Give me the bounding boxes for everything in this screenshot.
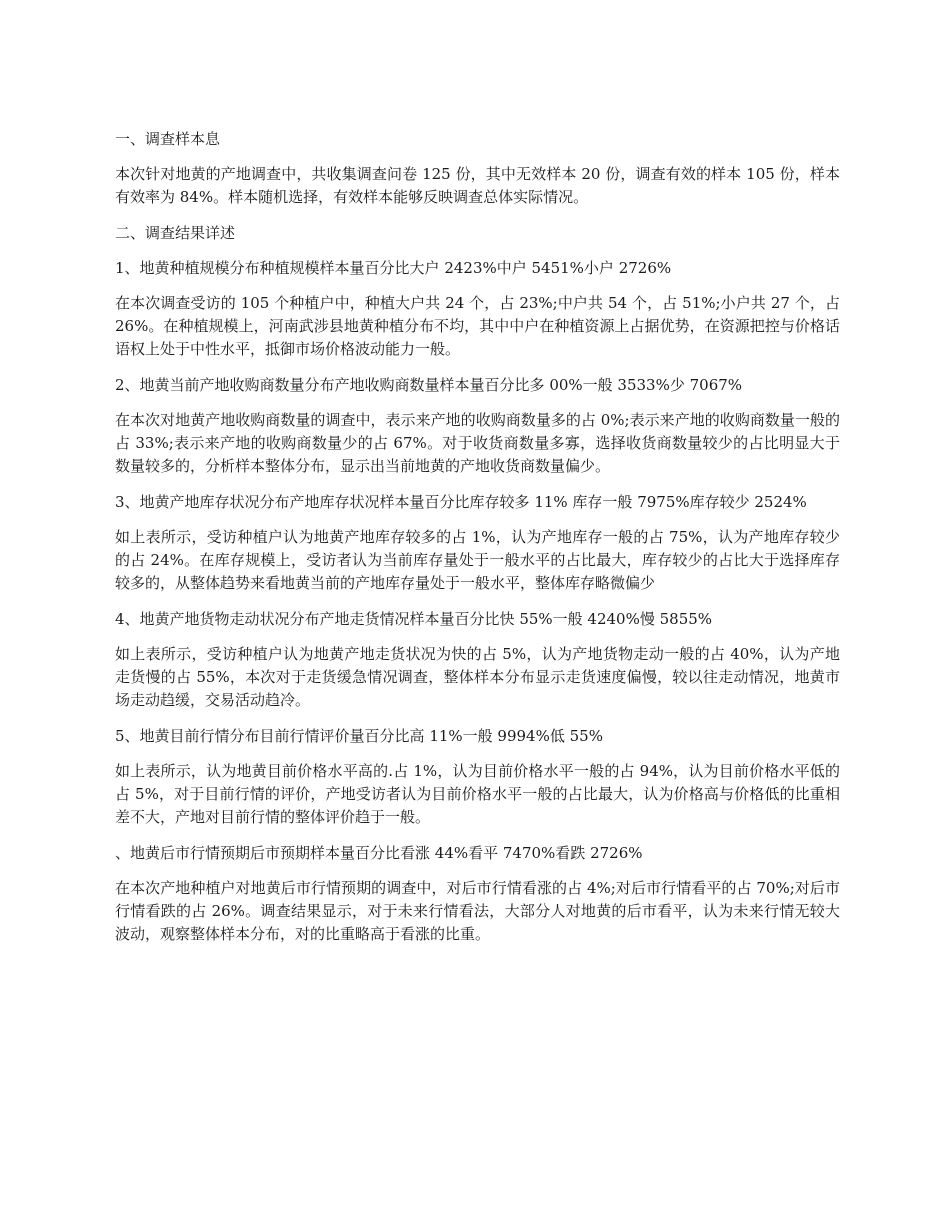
paragraph-planting-scale: 在本次调查受访的 105 个种植户中，种植大户共 24 个，占 23%;中户共 54 个，占 51%;小户共 27 个，占 26%。在种植规模上，河南武涉县地黄种植分布不均，其中中户在种植资源上占据优势，在资源把控与价格话语权上处于中性水平，抵御市场价格波动能力一般。 [115,294,840,358]
section-heading-sample-info: 一、调查样本息 [115,130,221,148]
paragraph-inventory: 如上表所示，受访种植户认为地黄产地库存较多的占 1%，认为产地库存一般的占 75%，认为产地库存较少的占 24%。在库存规模上，受访者认为当前库存量处于一般水平的占比最大，库存较少的占比大于选择库存较多的，从整体趋势来看地黄当前的产地库存量处于一般水平，整体库存略微偏少 [115,528,840,592]
item-heading-planting-scale: 1、地黄种植规模分布种植规模样本量百分比大户 2423%中户 5451%小户 2726% [115,259,672,277]
document-body [115,128,840,959]
paragraph-buyers: 在本次对地黄产地收购商数量的调查中，表示来产地的收购商数量多的占 0%;表示来产地的收购商数量一般的占 33%;表示来产地的收购商数量少的占 67%。对于收货商数量多寡，选择收货商数量较少的占比明显大于数量较多的，分析样本整体分布，显示出当前地黄的产地收货商数量偏少。 [115,411,840,475]
item-heading-current-market: 5、地黄目前行情分布目前行情评价量百分比高 11%一般 9994%低 55% [115,727,603,745]
paragraph-market-outlook: 在本次产地种植户对地黄后市行情预期的调查中，对后市行情看涨的占 4%;对后市行情看平的占 70%;对后市行情看跌的占 26%。调查结果显示，对于未来行情看法，大部分人对地黄的后市看平，认为未来行情无较大波动，观察整体样本分布，对的比重略高于看涨的比重。 [115,879,840,943]
paragraph-sample-info: 本次针对地黄的产地调查中，共收集调查问卷 125 份，其中无效样本 20 份，调查有效的样本 105 份，样本有效率为 84%。样本随机选择，有效样本能够反映调查总体实际情况。 [115,165,840,206]
section-heading-results: 二、调查结果详述 [115,224,236,242]
item-heading-inventory: 3、地黄产地库存状况分布产地库存状况样本量百分比库存较多 11% 库存一般 7975%库存较少 2524% [115,493,807,511]
paragraph-current-market: 如上表所示，认为地黄目前价格水平高的.占 1%，认为目前价格水平一般的占 94%，认为目前价格水平低的占 5%，对于目前行情的评价，产地受访者认为目前价格水平一般的占比最大，认为价格高与价格低的比重相差不大，产地对目前行情的整体评价趋于一般。 [115,762,840,826]
item-heading-goods-movement: 4、地黄产地货物走动状况分布产地走货情况样本量百分比快 55%一般 4240%慢 5855% [115,610,713,628]
paragraph-goods-movement: 如上表所示，受访种植户认为地黄产地走货状况为快的占 5%，认为产地货物走动一般的占 40%，认为产地走货慢的占 55%，本次对于走货缓急情况调查，整体样本分布显示走货速度偏慢，较以往走动情况，地黄市场走动趋缓，交易活动趋冷。 [115,645,840,709]
item-heading-market-outlook: 、地黄后市行情预期后市预期样本量百分比看涨 44%看平 7470%看跌 2726% [115,844,643,862]
item-heading-buyers: 2、地黄当前产地收购商数量分布产地收购商数量样本量百分比多 00%一般 3533%少 7067% [115,376,743,394]
